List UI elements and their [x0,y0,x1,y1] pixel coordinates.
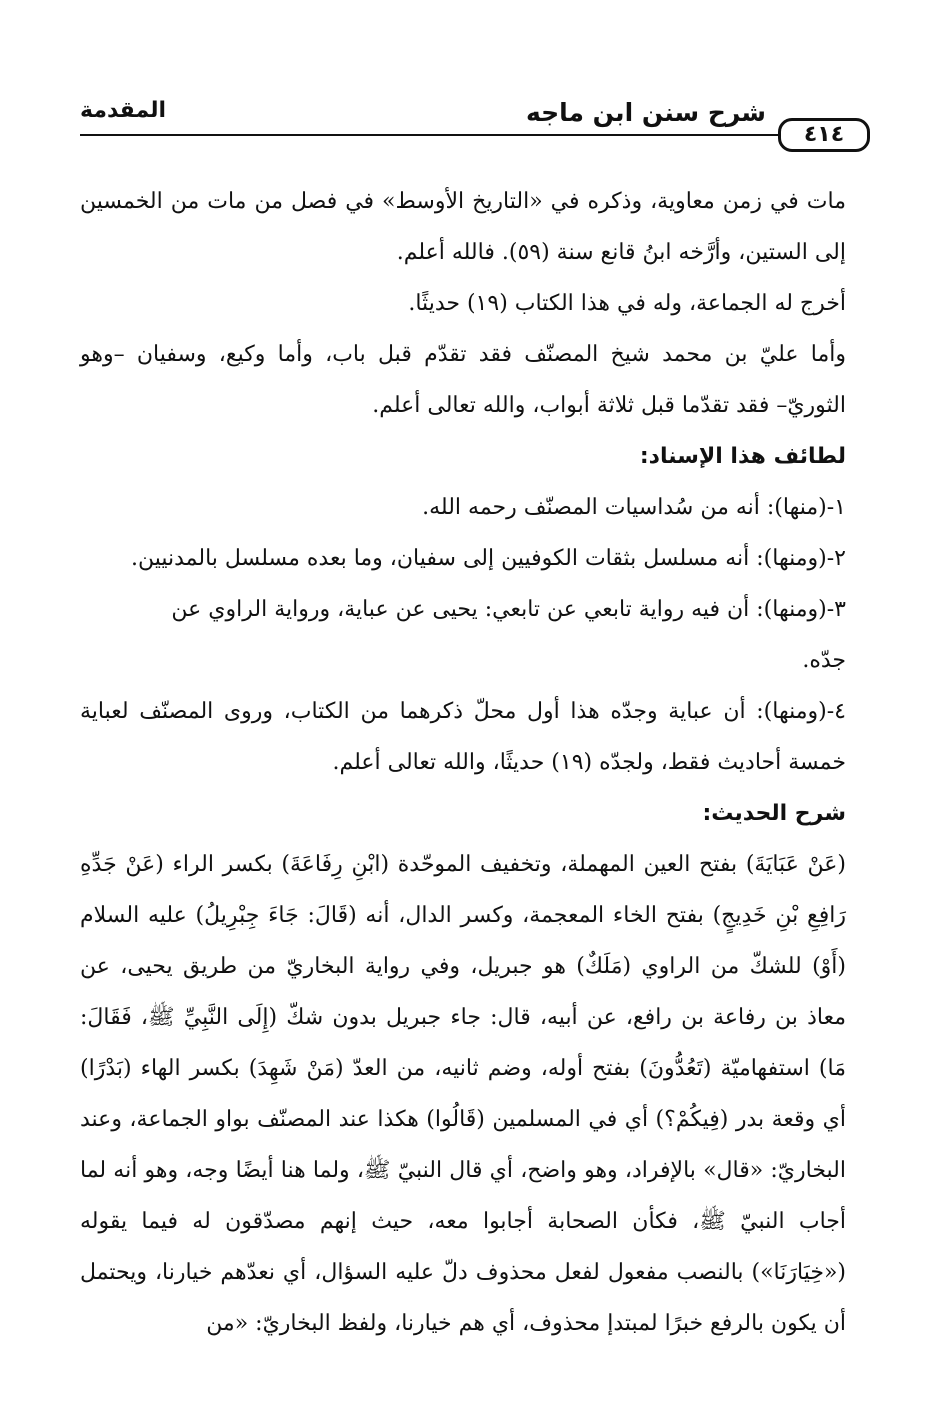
page-body [80,176,846,1349]
page-header [80,96,870,166]
paragraph: (عَنْ عَبَايَةَ) بفتح العين المهملة، وتخفيف الموحّدة (ابْنِ رِفَاعَةَ) بكسر الراء (عَنْ جَدِّهِ رَافِعِ بْنِ خَدِيجٍ) بفتح الخاء المعجمة، وكسر الدال، أنه (قَالَ: جَاءَ جِبْرِيلُ) عليه السلام (أَوْ) للشكّ من الراوي (مَلَكٌ) هو جبريل، وفي رواية البخاريّ من طريق يحيى، عن معاذ بن رفاعة بن رافع، عن أبيه، قال: جاء جبريل بدون شكّ (إِلَى النَّبِيِّ ﷺ، فَقَالَ: مَا) استفهاميّة (تَعُدُّونَ) بفتح أوله، وضم ثانيه، من العدّ (مَنْ شَهِدَ) بكسر الهاء (بَدْرًا) أي وقعة بدر (فِيكُمْ؟) أي في المسلمين (قَالُوا) هكذا عند المصنّف بواو الجماعة، وعند البخاريّ: «قال» بالإفراد، وهو واضح، أي قال النبيّ ﷺ، ولما هنا أيضًا وجه، وهو أنه لما أجاب النبيّ ﷺ، فكأن الصحابة أجابوا معه، حيث إنهم مصدّقون له فيما يقوله («خِيَارَنَا») بالنصب مفعول لفعل محذوف دلّ عليه السؤال، أي نعدّهم خيارنا، ويحتمل أن يكون بالرفع خبرًا لمبتدإ محذوف، أي هم خيارنا، ولفظ البخاريّ: «من [80,852,846,1336]
paragraph: مات في زمن معاوية، وذكره في «التاريخ الأوسط» في فصل من مات من الخمسين إلى الستين، وأرَّخه ابنُ قانع سنة (٥٩). فالله أعلم. [80,189,846,265]
heading-isnad-notes: لطائف هذا الإسناد: [639,444,846,469]
heading-hadith-commentary: شرح الحديث: [702,801,846,826]
list-item: ٤-(ومنها): أن عباية وجدّه هذا أول محلّ ذكرهما من الكتاب، وروى المصنّف لعباية خمسة أحاديث فقط، ولجدّه (١٩) حديثًا، والله تعالى أعلم. [80,699,846,775]
page-number: ٤١٤ [778,118,870,152]
paragraph: أخرج له الجماعة، وله في هذا الكتاب (١٩) حديثًا. [408,291,846,316]
paragraph: وأما عليّ بن محمد شيخ المصنّف فقد تقدّم قبل باب، وأما وكيع، وسفيان –وهو الثوريّ– فقد تقدّما قبل ثلاثة أبواب، والله تعالى أعلم. [80,342,846,418]
list-item: ٣-(ومنها): أن فيه رواية تابعي عن تابعي: يحيى عن عباية، ورواية الراوي عن [171,597,846,622]
list-item: ١-(منها): أنه من سُداسيات المصنّف رحمه الله. [422,495,846,520]
book-title: شرح سنن ابن ماجه [525,98,766,127]
section-title: المقدمة [80,98,167,123]
header-rule [80,134,780,136]
list-item: ٢-(ومنها): أنه مسلسل بثقات الكوفيين إلى سفيان، وما بعده مسلسل بالمدنيين. [130,546,846,571]
list-item-continuation: جدّه. [802,648,846,673]
